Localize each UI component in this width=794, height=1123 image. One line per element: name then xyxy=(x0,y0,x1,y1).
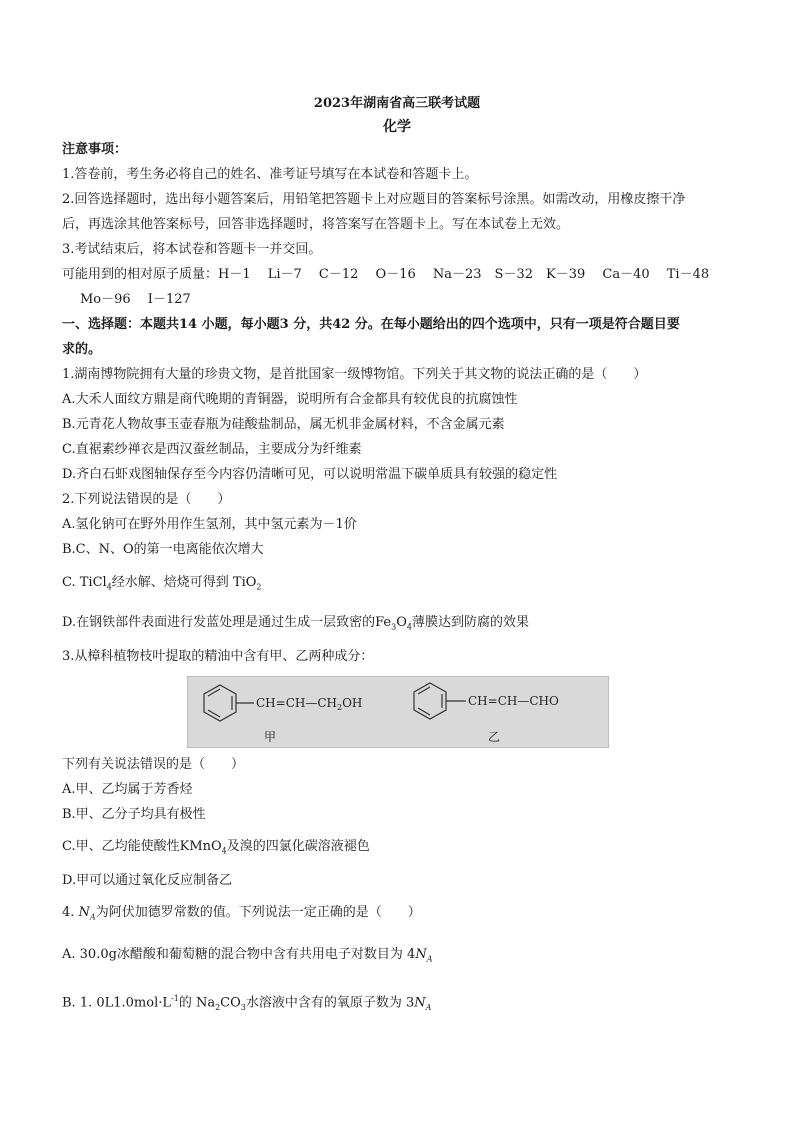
yi-label: 乙 xyxy=(488,730,501,744)
subscript: 2 xyxy=(256,582,262,592)
q4-stem-text: 为阿伏加德罗常数的值。下列说法一定正确的是（ ） xyxy=(95,905,421,920)
q2-stem: 2.下列说法错误的是（ ） xyxy=(62,492,231,507)
q4-option-a xyxy=(62,946,732,969)
q3-c-text: C.甲、乙均能使酸性KMnO xyxy=(62,839,222,854)
note-item: 后，再选涂其他答案标号，回答非选择题时，将答案写在答题卡上。写在本试卷上无效。 xyxy=(62,217,570,232)
subscript: 3 xyxy=(240,1002,246,1012)
jia-formula: $CH=CH—CH_2OH$ xyxy=(256,696,363,712)
avogadro-symbol: N xyxy=(78,905,90,920)
note-item: 1.答卷前，考生务必将自己的姓名、准考证号填写在本试卷和答题卡上。 xyxy=(62,167,478,182)
q2-option-c xyxy=(62,574,732,597)
atomic-masses-cont: Mo－96 I－127 xyxy=(80,292,191,307)
exam-title: 2023年湖南省高三联考试题 xyxy=(313,96,481,111)
q3-option-c xyxy=(62,838,732,861)
note-item: 3.考试结束后，将本试卷和答题卡一并交回。 xyxy=(62,242,322,257)
q1-option-a: A.大禾人面纹方鼎是商代晚期的青铜器，说明所有合金都具有较优良的抗腐蚀性 xyxy=(62,392,518,407)
q2-d-text: D.在钢铁部件表面进行发蓝处理是通过生成一层致密的Fe xyxy=(62,615,392,630)
q3-option-d: D.甲可以通过氧化反应制备乙 xyxy=(62,873,233,888)
jia-label: 甲 xyxy=(264,730,277,744)
subscript: 4 xyxy=(106,582,112,592)
avogadro-symbol: N xyxy=(415,947,427,962)
subscript: A xyxy=(425,1002,432,1012)
structures-svg xyxy=(188,677,608,747)
q1-option-d: D.齐白石虾戏图轴保存至今内容仍清晰可见，可以说明常温下碳单质具有较强的稳定性 xyxy=(62,467,558,482)
subscript: A xyxy=(89,912,96,922)
superscript: -1 xyxy=(171,994,179,1003)
subject-title: 化学 xyxy=(383,119,411,135)
q4-b-text: 水溶液中含有的氧原子数为 3 xyxy=(245,995,415,1011)
subscript: 4 xyxy=(406,622,412,632)
q2-d-text: 薄膜达到防腐的效果 xyxy=(411,615,529,630)
subscript: 3 xyxy=(391,622,397,632)
section-heading-cont: 求的。 xyxy=(62,342,102,357)
q4-stem xyxy=(62,904,732,927)
q1-stem: 1.湖南博物院拥有大量的珍贵文物，是首批国家一级博物馆。下列关于其文物的说法正确的是（ ） xyxy=(62,367,647,382)
q2-option-d xyxy=(62,614,732,637)
q1-option-b: B.元青花人物故事玉壶春瓶为硅酸盐制品，属无机非金属材料，不含金属元素 xyxy=(62,417,505,432)
q3-stem: 3.从樟科植物枝叶提取的精油中含有甲、乙两种成分： xyxy=(62,649,374,664)
subscript: 4 xyxy=(221,846,227,856)
q2-option-a: A.氢化钠可在野外用作生氢剂，其中氢元素为－1价 xyxy=(62,517,357,532)
q2-c-text: C. TiCl xyxy=(62,575,107,590)
q4-num: 4. xyxy=(62,905,79,920)
q3-option-b: B.甲、乙分子均具有极性 xyxy=(62,807,206,822)
section-heading: 一、选择题：本题共14 小题，每小题3 分，共42 分。在每小题给出的四个选项中，只有一项是符合题目要 xyxy=(62,317,680,332)
subscript: A xyxy=(426,954,433,964)
q2-option-b: B.C、N、O的第一电离能依次增大 xyxy=(62,542,264,557)
q4-a-text: A. 30.0g冰醋酸和葡萄糖的混合物中含有共用电子对数目为 4 xyxy=(62,947,416,962)
q3-c-text: 及溴的四氯化碳溶液褪色 xyxy=(226,839,370,854)
q1-option-c: C.直裾素纱禅衣是西汉蚕丝制品，主要成分为纤维素 xyxy=(62,442,362,457)
q3-question: 下列有关说法错误的是（ ） xyxy=(62,757,245,772)
q4-b-text: B. 1. 0L1.0mol·L xyxy=(62,995,172,1011)
q2-c-text: 经水解、焙烧可得到 TiO xyxy=(111,575,257,590)
q2-d-text: O xyxy=(396,615,407,630)
yi-formula: CH=CH—CHO xyxy=(468,694,559,708)
q4-option-b xyxy=(62,990,732,1017)
avogadro-symbol: N xyxy=(414,995,426,1011)
notes-heading: 注意事项： xyxy=(62,142,128,157)
benzene-ring-icon xyxy=(414,683,466,719)
atomic-masses: 可能用到的相对原子质量：H－1 Li－7 C－12 O－16 Na－23 S－32 K－39 Ca－40 Ti－48 xyxy=(62,267,710,282)
q4-b-text: 的 Na xyxy=(178,995,216,1011)
q4-b-text: CO xyxy=(220,995,241,1011)
benzene-ring-icon xyxy=(204,685,254,721)
q3-option-a: A.甲、乙均属于芳香烃 xyxy=(62,782,193,797)
note-item: 2.回答选择题时，选出每小题答案后，用铅笔把答题卡上对应题目的答案标号涂黑。如需改动，用橡皮擦干净 xyxy=(62,192,686,207)
molecule-structures-figure xyxy=(187,676,609,748)
subscript: 2 xyxy=(215,1002,221,1012)
